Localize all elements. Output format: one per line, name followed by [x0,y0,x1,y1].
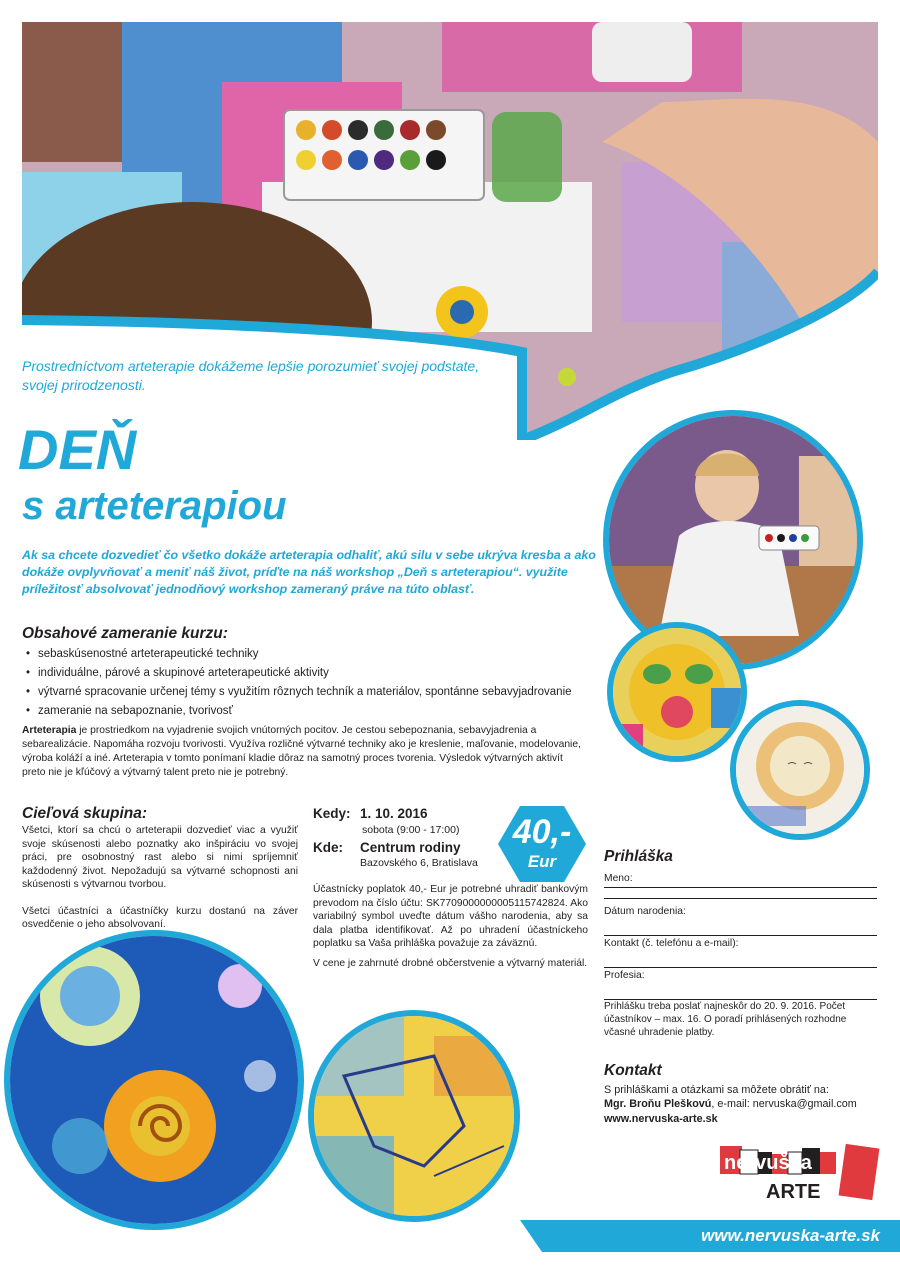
footer-website-link[interactable]: www.nervuska-arte.sk [701,1226,880,1245]
spiral-sun-painting [10,936,298,1224]
sun-face-image [736,706,864,834]
target-heading: Cieľová skupina: [22,805,148,822]
registration-note: Prihlášku treba poslať najneskôr do 20. 9. 2016. Počet účastníkov – max. 16. O poradí prihlásených rozhodne včasné uhradenie platby. [604,1001,847,1038]
list-item: • individuálne, párové a skupinové arteterapeutické aktivity [22,664,602,683]
contact-email[interactable]: , e-mail: nervuska@gmail.com [711,1098,857,1110]
page-subtitle: s arteterapiou [22,484,287,528]
nervuska-arte-logo [720,1142,880,1204]
price-amount: 40,- [512,813,572,851]
contact-field[interactable] [604,938,877,968]
event-address: Bazovského 6, Bratislava [360,857,478,869]
contact-name: Mgr. Broňu Pleškovú [604,1098,712,1110]
target-text [22,824,298,932]
event-time: sobota (9:00 - 17:00) [362,824,460,836]
birthdate-field-label: Dátum narodenia: [604,906,686,917]
birthdate-field[interactable] [604,906,877,936]
contact-field-label: Kontakt (č. telefónu a e-mail): [604,938,739,949]
lead-paragraph: Ak sa chcete dozvedieť čo všetko dokáže arteterapia odhaliť, akú silu v sebe ukrýva kresba a ako dokáže ovplyvňovať a meniť náš život, príďte na náš workshop „Deň s arteterapiou“. využite príležitosť absolvovať jednodňový workshop zameraný práve na túto oblasť. [22,548,596,596]
arteterapia-text: je prostriedkom na vyjadrenie svojich vnútorných pocitov. Je cestou sebepoznania, sebavyjadrenia a sebarealizácie. Napomáha rozvoju tvorivosti. Využíva rozličné výtvarné techniky ako je kreslenie, maľovanie, modelovanie, výroba koláží a iné. Arteterapia v tomto ponímaní kladie dôraz na samotný proces tvorenia. Výsledok výtvarných aktivít preto nie je kľúčový a výtvarný talent preto nie je potrebný. [22,725,581,778]
when-label: Kedy: [313,806,351,821]
where-label: Kde: [313,840,343,855]
arteterapia-paragraph [22,724,582,780]
price-currency: Eur [527,852,557,871]
registration-heading: Prihláška [604,848,673,865]
fee-text: Účastnícky poplatok 40,- Eur je potrebné uhradiť bankovým prevodom na číslo účtu: SK7709000000005115742824. Ako variabilný symbol uveďte dátum vášho narodenia, aby sa dala platba identifikovať. Až po uhradení účastníckeho poplatku sa Vaša prihláška považuje za záväznú. [313,884,588,949]
contact-heading: Kontakt [604,1062,662,1079]
profession-field-label: Profesia: [604,970,645,981]
event-place: Centrum rodiny [360,840,461,855]
name-field[interactable] [604,873,877,888]
art-face-circle [607,622,747,762]
name-field-line [604,898,877,899]
logo-sub: ARTE [766,1181,821,1203]
event-date: 1. 10. 2016 [360,806,428,821]
yellow-map-painting [314,1016,514,1216]
contact-website-link[interactable]: www.nervuska-arte.sk [604,1113,718,1125]
list-item: • výtvarné spracovanie určenej témy s využitím rôznych techník a materiálov, spontánne sebavyjadrovanie [22,683,602,702]
logo-word: nervuška [724,1152,812,1174]
target-paragraph-2: Všetci účastníci a účastníčky kurzu dostanú na záver osvedčenie o jeho absolvovaní. [22,905,298,930]
course-list [22,645,602,721]
art-map-circle [308,1010,520,1222]
included-text: V cene je zahrnuté drobné občerstvenie a výtvarný materiál. [313,958,588,969]
art-sun-circle [730,700,870,840]
name-field-label: Meno: [604,873,633,884]
page-title: DEŇ [18,418,137,481]
course-heading: Obsahové zameranie kurzu: [22,625,228,642]
target-paragraph-1: Všetci, ktorí sa chcú o arteterapii dozvedieť viac a využiť svoje skúsenosti alebo poznatky ako inšpiráciu vo svojej práci, pre osobnostný rast alebo si nimi spríjemniť každodenný život. Nepožadujú sa výtvarné schopnosti ani skúsenosti s výtvarnou tvorbou. [22,825,298,890]
intro-text: Prostredníctvom arteterapie dokážeme lepšie porozumieť svojej podstate, svojej prirodzenosti. [22,358,480,393]
woman-painting-image [609,416,857,664]
contact-line: S prihláškami a otázkami sa môžete obrátiť na: [604,1084,829,1096]
colorful-face-image [613,628,741,756]
list-item: • zameranie na sebapoznanie, tvorivosť [22,702,602,721]
contact-text [604,1083,884,1111]
art-spiral-circle [4,930,304,1230]
arteterapia-term: Arteterapia [22,725,77,736]
profession-field[interactable] [604,970,877,1000]
list-item: • sebaskúsenostné arteterapeutické techniky [22,645,602,664]
